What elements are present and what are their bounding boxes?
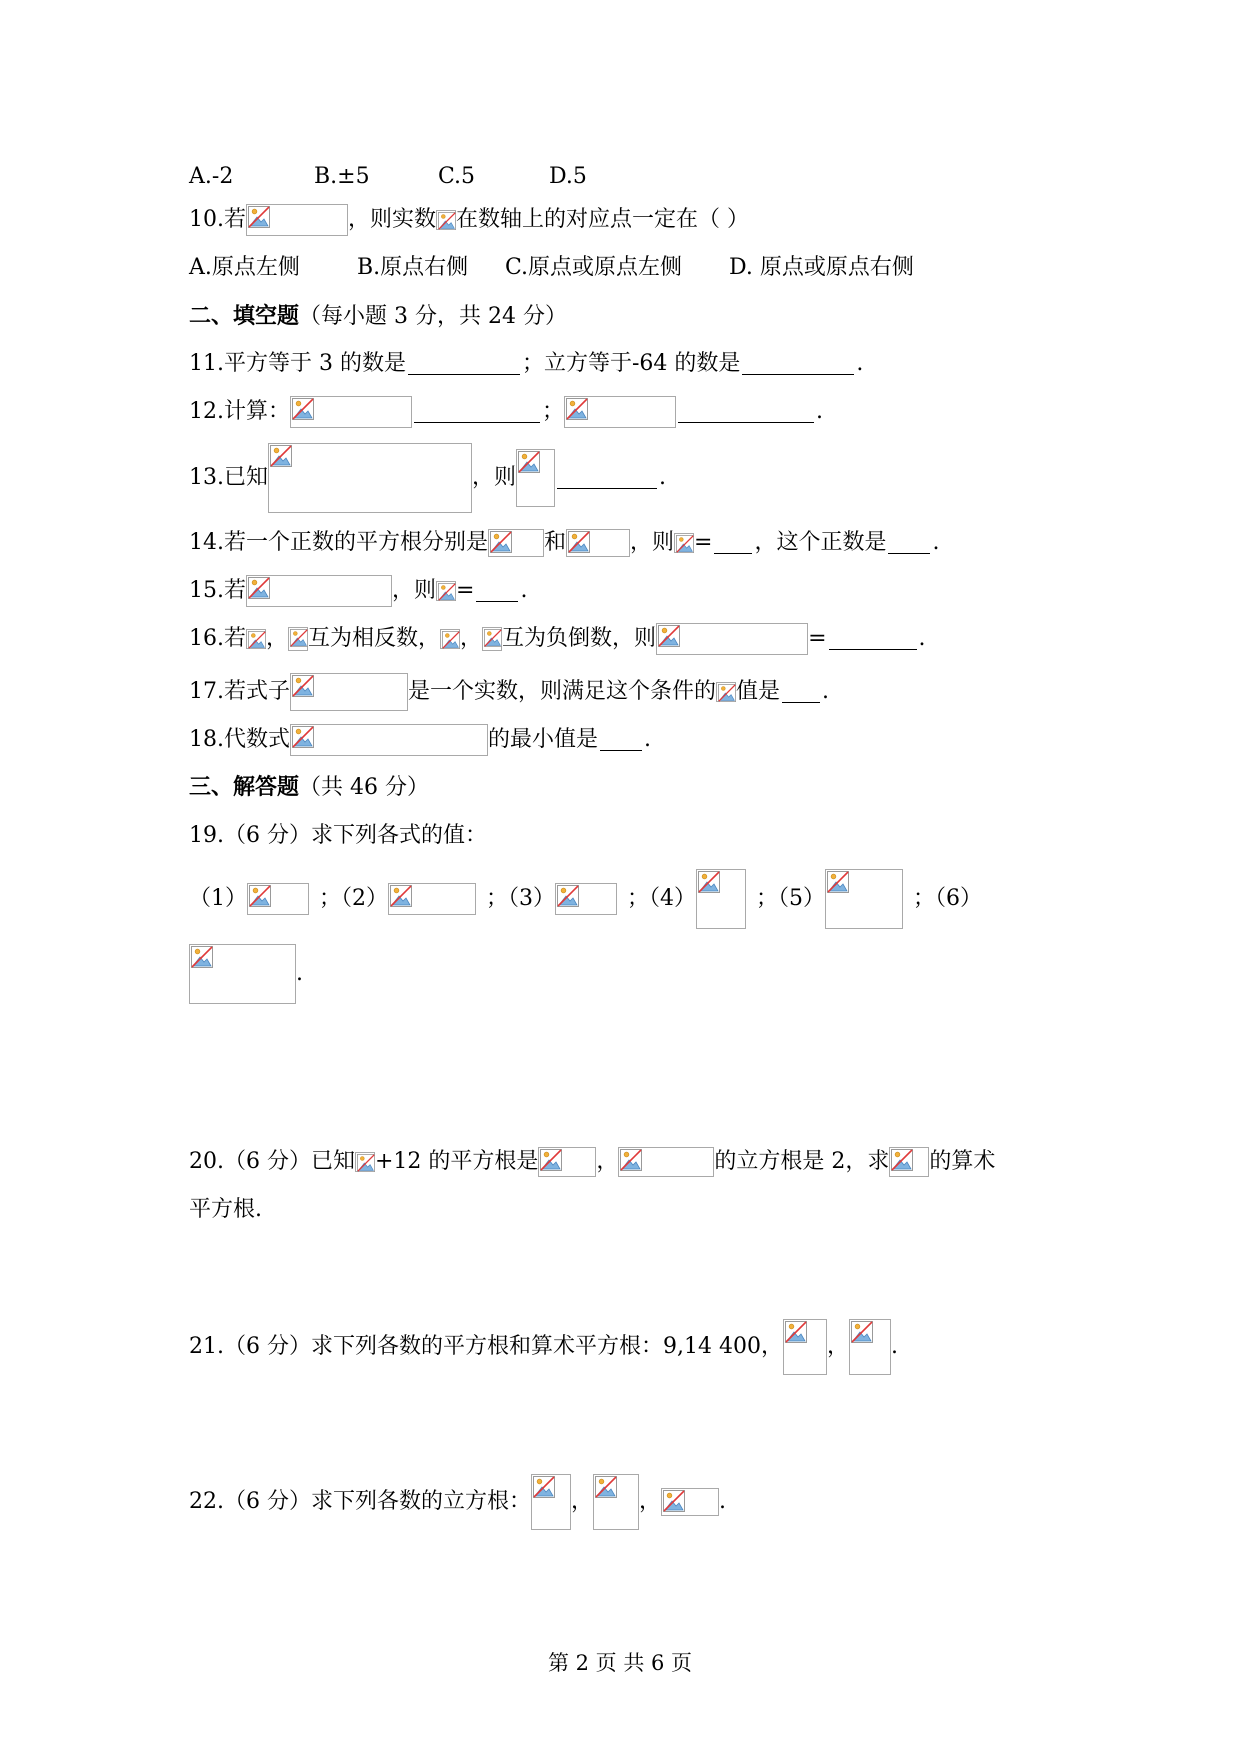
- q20-text-d: 的立方根是 2，求: [714, 1149, 890, 1174]
- q19-item-4: ；（4）: [627, 886, 696, 911]
- q21-text-c: .: [890, 1334, 898, 1359]
- q16-text-c: 互为相反数，: [308, 626, 441, 651]
- q11-text-a: 11.平方等于 3 的数是: [189, 351, 406, 376]
- answer-blank[interactable]: [714, 533, 752, 554]
- q19-item-2: ；（2）: [319, 886, 388, 911]
- broken-image-icon: [355, 1152, 375, 1172]
- question-16: [189, 622, 926, 656]
- broken-image-icon: [436, 210, 456, 230]
- question-20-cont: [189, 1193, 262, 1227]
- q14-text-d: =: [694, 530, 713, 555]
- broken-image-icon: [593, 1474, 639, 1530]
- q9-option-a: A.-2: [189, 164, 234, 189]
- answer-blank[interactable]: [742, 354, 854, 375]
- broken-image-icon: [696, 869, 746, 929]
- q20-text-b: +12 的平方根是: [374, 1149, 539, 1174]
- answer-blank[interactable]: [782, 682, 820, 703]
- section-3-note: （共 46 分）: [299, 775, 429, 800]
- q12-text-a: 12.计算：: [189, 399, 290, 424]
- q16-text-f: =: [808, 626, 827, 651]
- broken-image-icon: [566, 529, 630, 557]
- question-19-items: [189, 868, 982, 930]
- broken-image-icon: [618, 1147, 714, 1177]
- broken-image-icon: [889, 1147, 929, 1177]
- q10-option-c: C.原点或原点左侧: [505, 255, 683, 280]
- broken-image-icon: [290, 396, 412, 428]
- page-footer: 第 2 页 共 6 页: [547, 1651, 693, 1675]
- answer-blank[interactable]: [678, 402, 814, 423]
- question-15: [189, 574, 527, 608]
- q14-text-a: 14.若一个正数的平方根分别是: [189, 530, 488, 555]
- broken-image-icon: [247, 883, 309, 915]
- question-14: [189, 526, 939, 560]
- broken-image-icon: [436, 581, 456, 601]
- q13-text-a: 13.已知: [189, 465, 268, 490]
- broken-image-icon: [661, 1488, 719, 1516]
- q22-text-a: 22.（6 分）求下列各数的立方根：: [189, 1489, 531, 1514]
- q21-text-b: ，: [826, 1334, 849, 1359]
- broken-image-icon: [674, 533, 694, 553]
- q19-item-5: ；（5）: [756, 886, 825, 911]
- q17-text-a: 17.若式子: [189, 679, 290, 704]
- broken-image-icon: [488, 529, 544, 557]
- question-22: [189, 1473, 726, 1531]
- q16-text-g: .: [918, 626, 926, 651]
- q19-stem: 19.（6 分）求下列各式的值：: [189, 823, 487, 848]
- q19-item-3: ；（3）: [486, 886, 555, 911]
- broken-image-icon: [555, 883, 617, 915]
- answer-blank[interactable]: [829, 629, 917, 650]
- q13-text-c: .: [659, 465, 667, 490]
- q12-text-b: ；: [542, 399, 565, 424]
- q10-text-a: 10.若: [189, 207, 246, 232]
- q18-text-a: 18.代数式: [189, 727, 290, 752]
- q13-text-b: ，则: [472, 465, 517, 490]
- q11-text-c: .: [856, 351, 864, 376]
- section-3-heading: [189, 771, 429, 805]
- q15-text-c: =: [456, 578, 475, 603]
- q10-option-a: A.原点左侧: [189, 255, 300, 280]
- section-2-title: 二、填空题: [189, 304, 300, 329]
- q21-text-a: 21.（6 分）求下列各数的平方根和算术平方根：9,14 400，: [189, 1334, 783, 1359]
- broken-image-icon: [849, 1319, 891, 1375]
- q22-text-d: .: [719, 1489, 727, 1514]
- q20-text-c: ，: [596, 1149, 619, 1174]
- broken-image-icon: [783, 1319, 827, 1375]
- q9-option-d: D.5: [549, 164, 587, 189]
- answer-blank[interactable]: [408, 354, 520, 375]
- question-18: [189, 723, 651, 757]
- broken-image-icon: [482, 627, 502, 651]
- broken-image-icon: [290, 724, 488, 756]
- q22-text-b: ，: [570, 1489, 593, 1514]
- section-2-heading: [189, 300, 567, 334]
- broken-image-icon: [246, 629, 266, 649]
- q12-text-c: .: [816, 399, 824, 424]
- q19-item-6: ；（6）: [913, 886, 982, 911]
- broken-image-icon: [246, 204, 348, 236]
- q16-text-a: 16.若: [189, 626, 246, 651]
- q14-text-b: 和: [544, 530, 567, 555]
- answer-blank[interactable]: [888, 533, 930, 554]
- question-10: [189, 203, 749, 237]
- q11-text-b: ；立方等于-64 的数是: [521, 351, 741, 376]
- q18-text-c: .: [644, 727, 652, 752]
- q10-text-c: 在数轴上的对应点一定在（ ）: [456, 207, 750, 232]
- q9-option-b: B.±5: [314, 164, 370, 189]
- q9-options: [189, 160, 587, 194]
- q20-text-a: 20.（6 分）已知: [189, 1149, 355, 1174]
- q16-text-b: ，: [266, 626, 289, 651]
- q15-text-d: .: [520, 578, 528, 603]
- question-13: [189, 443, 666, 513]
- question-21: [189, 1318, 898, 1376]
- q19-end: .: [296, 961, 303, 986]
- q10-text-b: ，则实数: [348, 207, 437, 232]
- section-2-note: （每小题 3 分，共 24 分）: [299, 304, 567, 329]
- broken-image-icon: [825, 869, 903, 929]
- broken-image-icon: [516, 449, 555, 507]
- q19-item-1: （1）: [189, 886, 247, 911]
- broken-image-icon: [564, 396, 676, 428]
- question-20: [189, 1145, 995, 1179]
- q18-text-b: 的最小值是: [488, 727, 599, 752]
- broken-image-icon: [531, 1474, 571, 1530]
- q15-text-a: 15.若: [189, 578, 246, 603]
- question-17: [189, 673, 829, 711]
- q16-text-e: 互为负倒数，则: [502, 626, 657, 651]
- q20-text-f: 平方根.: [189, 1197, 262, 1222]
- question-19-stem: [189, 819, 487, 853]
- broken-image-icon: [290, 673, 408, 711]
- q10-options: [189, 251, 914, 285]
- q14-text-e: ，这个正数是: [754, 530, 887, 555]
- broken-image-icon: [189, 944, 296, 1004]
- question-11: [189, 347, 863, 381]
- broken-image-icon: [656, 623, 808, 655]
- answer-blank[interactable]: [557, 468, 657, 489]
- section-3-title: 三、解答题: [189, 775, 300, 800]
- broken-image-icon: [716, 682, 736, 702]
- broken-image-icon: [388, 883, 476, 915]
- broken-image-icon: [538, 1147, 596, 1177]
- q15-text-b: ，则: [392, 578, 437, 603]
- broken-image-icon: [268, 443, 472, 513]
- answer-blank[interactable]: [600, 730, 642, 751]
- q10-option-b: B.原点右侧: [357, 255, 469, 280]
- answer-blank[interactable]: [476, 581, 518, 602]
- answer-blank[interactable]: [414, 402, 540, 423]
- q10-option-d: D. 原点或原点右侧: [729, 255, 914, 280]
- broken-image-icon: [246, 575, 392, 607]
- q17-text-d: .: [822, 679, 830, 704]
- question-12: [189, 395, 823, 429]
- q14-text-f: .: [932, 530, 940, 555]
- q14-text-c: ，则: [630, 530, 675, 555]
- broken-image-icon: [440, 629, 460, 649]
- question-19-item-6-image: [189, 944, 303, 1004]
- q9-option-c: C.5: [438, 164, 476, 189]
- q22-text-c: ，: [639, 1489, 662, 1514]
- q16-text-d: ，: [460, 626, 483, 651]
- q17-text-c: 值是: [736, 679, 781, 704]
- q20-text-e: 的算术: [929, 1149, 996, 1174]
- q17-text-b: 是一个实数，则满足这个条件的: [408, 679, 717, 704]
- broken-image-icon: [288, 627, 308, 651]
